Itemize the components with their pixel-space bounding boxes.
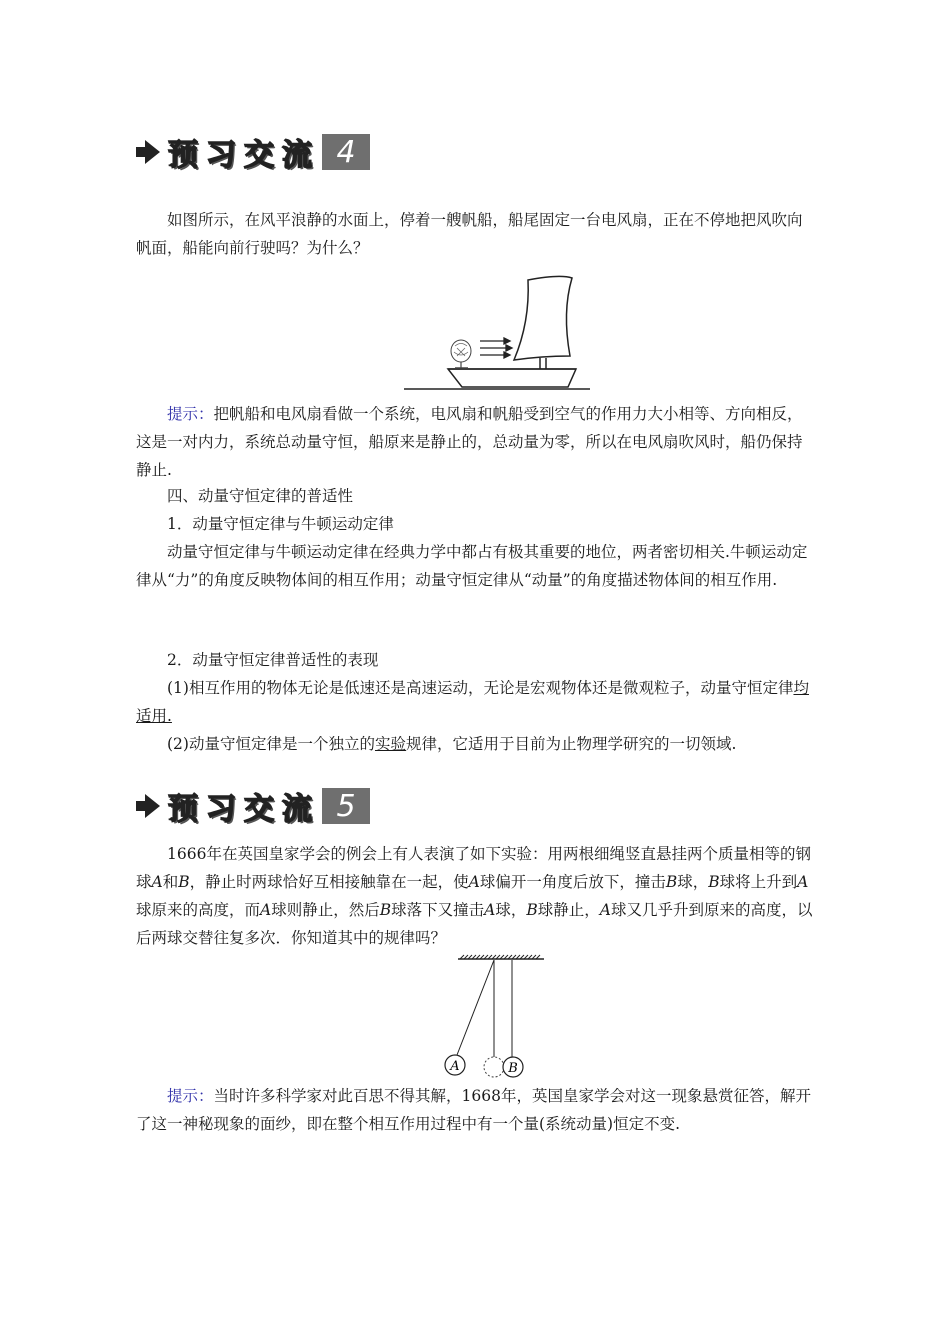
item-text: 规律，它适用于目前为止物理学研究的一切领域. bbox=[405, 735, 737, 753]
banner-char: 流 bbox=[282, 792, 312, 827]
question-4: 如图所示，在风平浪静的水面上，停着一艘帆船，船尾固定一台电风扇，正在不停地把风吹向帆面，船能向前行驶吗？为什么？ bbox=[136, 211, 803, 257]
banner-number: 5 bbox=[336, 788, 356, 824]
banner-char: 交 bbox=[244, 792, 274, 827]
sailboat-fan-figure bbox=[400, 272, 596, 394]
subsection-title-2: 2．动量守恒定律普适性的表现 bbox=[167, 651, 379, 669]
banner-char: 预 bbox=[168, 138, 198, 173]
list-item-2 bbox=[136, 730, 816, 758]
banner-char: 交 bbox=[244, 138, 274, 173]
underlined-answer: 实验 bbox=[374, 735, 406, 753]
ball-b-label: B bbox=[508, 1061, 518, 1076]
hint-5 bbox=[136, 1082, 816, 1138]
hint-label: 提示： bbox=[167, 1087, 214, 1105]
banner-number-box bbox=[322, 134, 370, 170]
hint-text: 当时许多科学家对此百思不得其解，1668年，英国皇家学会对这一现象悬赏征答，解开了这一神秘现象的面纱，即在整个相互作用过程中有一个量(系统动量)恒定不变. bbox=[136, 1087, 811, 1133]
subsection-text-1: 动量守恒定律与牛顿运动定律在经典力学中都占有极其重要的地位，两者密切相关.牛顿运动定律从“力”的角度反映物体间的相互作用；动量守恒定律从“动量”的角度描述物体间的相互作用. bbox=[136, 543, 808, 589]
hint-label: 提示： bbox=[167, 405, 214, 423]
section-heading: 四、动量守恒定律的普适性 bbox=[167, 487, 354, 505]
wind-arrows-icon bbox=[480, 338, 512, 358]
hint-4 bbox=[136, 400, 816, 484]
electric-fan-icon bbox=[451, 340, 471, 368]
section-banner-4 bbox=[136, 132, 370, 172]
item-text: (2)动量守恒定律是一个独立的 bbox=[167, 735, 375, 753]
item-text: (1)相互作用的物体无论是低速还是高速运动，无论是宏观物体还是微观粒子，动量守恒定律 bbox=[167, 679, 794, 697]
banner-title bbox=[164, 130, 370, 174]
pendulum-figure bbox=[438, 954, 548, 1080]
banner-char: 流 bbox=[282, 138, 312, 173]
question-5: 1666年在英国皇家学会的例会上有人表演了如下实验：用两根细绳竖直悬挂两个质量相等的钢球A和B，静止时两球恰好互相接触靠在一起，使A球偏开一角度后放下，撞击B球，B球将上升到A球原来的高度，而A球则静止，然后B球落下又撞击A球，B球静止，A球又几乎升到原来的高度，以后两球交替往复多次．你知道其中的规律吗？ bbox=[136, 845, 813, 947]
arrow-right-icon bbox=[136, 132, 162, 172]
banner-char: 习 bbox=[206, 138, 236, 173]
arrow-right-icon bbox=[136, 786, 162, 826]
underlined-answer: 均适用. bbox=[136, 679, 809, 725]
ball-a-label: A bbox=[450, 1059, 460, 1074]
banner-number-box bbox=[322, 788, 370, 824]
list-item-1 bbox=[136, 674, 816, 730]
banner-number: 4 bbox=[336, 134, 356, 170]
banner-char: 习 bbox=[206, 792, 236, 827]
banner-char: 预 bbox=[168, 792, 198, 827]
subsection-title-1: 1．动量守恒定律与牛顿运动定律 bbox=[167, 515, 394, 533]
hint-text: 把帆船和电风扇看做一个系统，电风扇和帆船受到空气的作用力大小相等、方向相反，这是一对内力，系统总动量守恒，船原来是静止的，总动量为零，所以在电风扇吹风时，船仍保持静止. bbox=[136, 405, 803, 479]
ball-rest-position bbox=[484, 1057, 504, 1077]
section-banner-5 bbox=[136, 786, 370, 826]
banner-title bbox=[164, 784, 370, 828]
